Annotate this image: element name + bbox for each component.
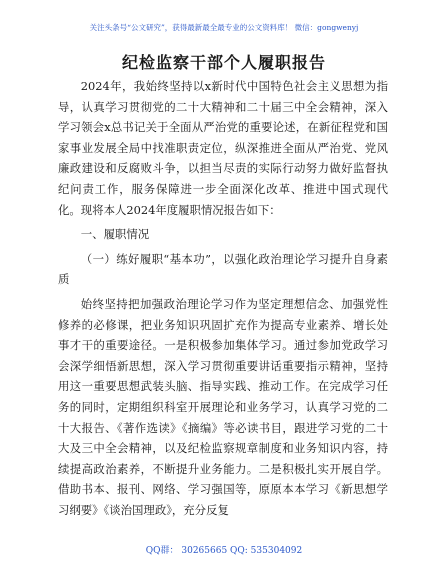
top-banner: 关注头条号“公文研究”，获得最新最全最专业的公文资料库！ 微信：gongwenyj — [89, 23, 359, 32]
subsection-heading-basic-skills: （一）练好履职“基本功”，以强化政治理论学习提升自身素质 — [58, 251, 388, 287]
intro-paragraph: 2024年，我始终坚持以x新时代中国特色社会主义思想为指导，认真学习贯彻党的二十大精神和二十届三中全会精神，深入学习领会x总书记关于全面从严治党的重要论述，在新征程党和国家事业发展全局中找准职责定位，纵深推进全面从严治党、党风廉政建设和反腐败斗争，以担当尽责的实际行动努力做好监督执纪问责工作，服务保障进一步全面深化改革、推进中国式现代化。现将本人2024年度履职情况报告如下： — [58, 79, 388, 217]
body-paragraph-study: 始终坚持把加强政治理论学习作为坚定理想信念、加强党性修养的必修课，把业务知识巩固扩充作为提高专业素养、增长处事才干的重要途径。一是积极参加集体学习。通过参加党政学习会深学细悟新思想，深入学习贯彻重要讲话重要指示精神，坚持用这一重要思想武装头脑、指导实践、推动工作。在完成学习任务的同时，定期组织科室开展理论和业务学习，认真学习党的二十大报告、《著作选读》《摘编》等必读书目，跟进学习党的二十大及三中全会精神，以及纪检监察规章制度和业务知识内容，持续提高政治素养，不断提升业务能力。二是积极扎实开展自学。借助书本、报刊、网络、学习强国等，原原本本学习《新思想学习纲要》《谈治国理政》，充分反复 — [58, 296, 388, 517]
section-heading-performance: 一、履职情况 — [80, 227, 150, 242]
footer-contact: QQ群： 30265665 QQ: 535304092 — [145, 546, 303, 556]
document-body — [58, 76, 388, 520]
document-title: 纪检监察干部个人履职报告 — [121, 53, 326, 72]
